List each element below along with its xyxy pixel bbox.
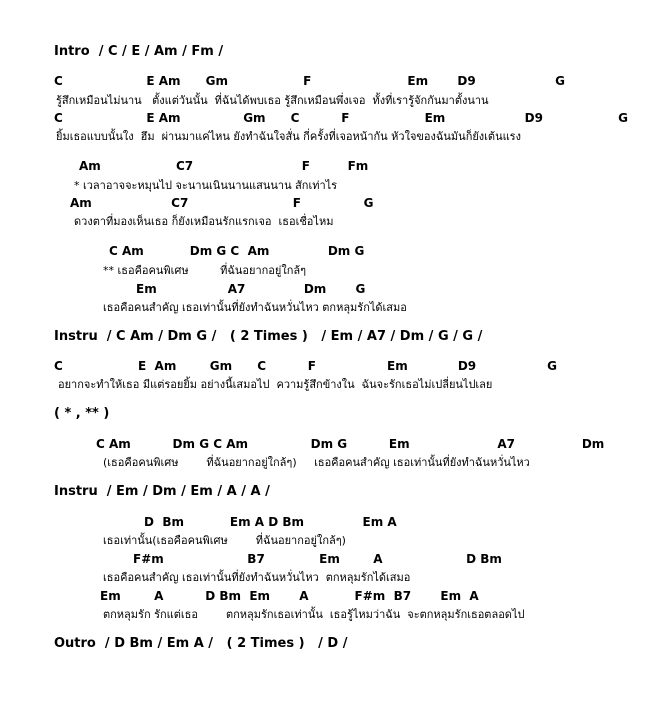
chorus-chords-1: C Am Dm G C Am Dm G [109,244,365,258]
verse2-chords: C E Am Gm C F Em D9 G [54,359,558,373]
bridge-lyrics-1: เธอเท่านั้น(เธอคือคนพิเศษ ที่ฉันอยากอยู่ใกล้ๆ) [103,534,346,547]
chorus-lyrics-1: ** เธอคือคนพิเศษ ที่ฉันอยากอยู่ใกล้ๆ [103,264,307,277]
chorus-chords-2: Em A7 Dm G [136,282,366,296]
instrumental-line-2: Instru / Em / Dm / Em / A / A / [54,484,270,499]
bridge-chords-1: D Bm Em A D Bm Em A [144,515,397,529]
bridge-lyrics-2: เธอคือคนสำคัญ เธอเท่านั้นที่ยังทำฉันหวั่นไหว ตกหลุมรักได้เสมอ [103,571,411,584]
chorus2-lyrics: (เธอคือคนพิเศษ ที่ฉันอยากอยู่ใกล้ๆ) เธอคือคนสำคัญ เธอเท่านั้นที่ยังทำฉันหวั่นไหว [103,456,530,469]
prechorus-chords-2: Am C7 F G [70,196,374,210]
outro-line: Outro / D Bm / Em A / ( 2 Times ) / D / [54,636,348,651]
bridge-chords-2: F#m B7 Em A D Bm [133,552,502,566]
prechorus-chords-1: Am C7 F Fm [79,159,369,173]
prechorus-lyrics-1: * เวลาอาจจะหมุนไป จะนานเนินนานแสนนาน สักเท่าไร [74,179,338,192]
bridge-chords-3: Em A D Bm Em A F#m B7 Em A [100,589,479,603]
verse1-chords-1: C E Am Gm F Em D9 G [54,74,565,88]
bridge-lyrics-3: ตกหลุมรัก รักแต่เธอ ตกหลุมรักเธอเท่านั้น เธอรู้ไหมว่าฉัน จะตกหลุมรักเธอตลอดไป [103,608,525,621]
chorus-lyrics-2: เธอคือคนสำคัญ เธอเท่านั้นที่ยังทำฉันหวั่นไหว ตกหลุมรักได้เสมอ [103,301,407,314]
verse1-lyrics-2: ยิ้มเธอแบบนั้นใง ฮึม ผ่านมาแค่ไหน ยังทำฉันใจสั่น กี่ครั้งที่เจอหน้ากัน หัวใจของฉันมันก็ยังเต้นแรง [56,130,521,143]
verse1-chords-2: C E Am Gm C F Em D9 G [54,111,629,125]
repeat-marker: ( * , ** ) [54,406,110,421]
verse2-lyrics: อยากจะทำให้เธอ มีแต่รอยยิ้ม อย่างนี้เสมอไป ความรู้สึกข้างใน ฉันจะรักเธอไม่เปลี่ยนไปเลย [58,378,493,391]
verse1-lyrics-1: รู้สึกเหมือนไม่นาน ตั้งแต่วันนั้น ที่ฉันได้พบเธอ รู้สึกเหมือนพึ่งเจอ ทั้งที่เรารู้จักกันมาตั้งนาน [56,94,489,107]
instrumental-line-1: Instru / C Am / Dm G / ( 2 Times ) / Em / A7 / Dm / G / G / [54,329,483,344]
chorus2-chords: C Am Dm G C Am Dm G Em A7 Dm [96,437,605,451]
intro-line: Intro / C / E / Am / Fm / [54,44,224,59]
prechorus-lyrics-2: ดวงตาที่มองเห็นเธอ ก็ยังเหมือนรักแรกเจอ เธอเชื่อไหม [74,215,334,228]
